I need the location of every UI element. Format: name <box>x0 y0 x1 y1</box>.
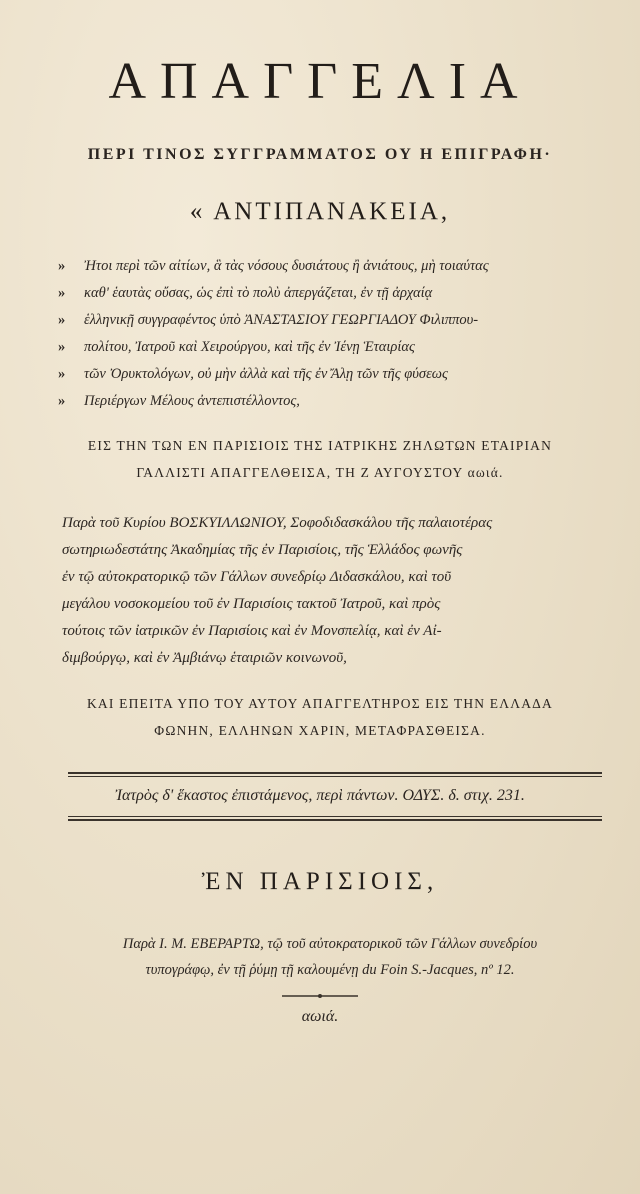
quote-text: τῶν Ὀρυκτολόγων, οὐ μὴν ἀλλὰ καὶ τῆς ἐν Ἄλῃ τῶν τῆς φύσεως <box>84 366 448 382</box>
society-line: ΕΙΣ ΤΗΝ ΤΩΝ ΕΝ ΠΑΡΙΣΙΟΙΣ ΤΗΣ ΙΑΤΡΙΚΗΣ ΖΗΛΩΤΩΝ ΕΤΑΙΡΙΑΝ <box>87 438 553 453</box>
top-thin-rule <box>68 776 602 777</box>
work-title: « ΑΝΤΙΠΑΝΑΚΕΙΑ, <box>189 198 451 225</box>
quote-text: Περιέργων Μέλους ἀντεπιστέλλοντος, <box>84 393 300 409</box>
author-line: σωτηριωδεστάτης Ἀκαδημίας τῆς ἐν Παρισίοις, τῆς Ἑλλάδος φωνῆς <box>62 542 463 558</box>
quote-text: ἑλληνικῇ συγγραφέντος ὑπὸ ἈΝΑΣΤΑΣΙΟΥ ΓΕΩΡΓΙΑΔΟΥ Φιλιππου- <box>84 312 479 328</box>
quote-mark: » <box>58 393 66 409</box>
translation-line: ΚΑΙ ΕΠΕΙΤΑ ΥΠΟ ΤΟΥ ΑΥΤΟΥ ΑΠΑΓΓΕΛΤΗΡΟΣ ΕΙΣ ΤΗΝ ΕΛΛΑΔΑ <box>86 696 554 711</box>
quote-text: πολίτου, Ἰατροῦ καὶ Χειρούργου, καὶ τῆς ἐν Ἰένῃ Ἑταιρίας <box>84 339 415 355</box>
quote-mark: » <box>58 366 66 382</box>
imprint-line: τυπογράφῳ, ἐν τῇ ῥύμῃ τῇ καλουμένῃ du Foin S.-Jacques, nº 12. <box>145 962 515 978</box>
place-of-publication: ἘΝ ΠΑΡΙΣΙΟΙΣ, <box>201 868 439 895</box>
quote-text: καθ' ἑαυτὰς οὔσας, ὡς ἐπὶ τὸ πολὺ ἀπεργάζεται, ἐν τῇ ἀρχαίᾳ <box>84 285 433 301</box>
main-title: ΑΠΑΓΓΕΛΙΑ <box>108 53 532 110</box>
imprint-line: Παρὰ Ι. Μ. ΕΒΕΡΑΡΤΩ, τῷ τοῦ αὐτοκρατορικοῦ τῶν Γάλλων συνεδρίου <box>122 936 538 952</box>
author-line: Παρὰ τοῦ Κυρίου ΒΟΣΚΥΙΛΛΩΝΙΟΥ, Σοφοδιδασκάλου τῆς παλαιοτέρας <box>62 515 493 531</box>
translation-line: ΦΩΝΗΝ, ΕΛΛΗΝΩΝ ΧΑΡΙΝ, ΜΕΤΑΦΡΑΣΘΕΙΣΑ. <box>154 723 486 738</box>
epigraph: Ἰατρὸς δ' ἕκαστος ἐπιστάμενος, περὶ πάντων. ΟΔΥΣ. δ. στιχ. 231. <box>115 787 525 804</box>
quote-mark: » <box>58 339 66 355</box>
quote-line <box>58 393 603 410</box>
author-line: ἐν τῷ αὐτοκρατορικῷ τῶν Γάλλων συνεδρίῳ Διδασκάλου, καὶ τοῦ <box>62 569 452 585</box>
quote-mark: » <box>58 258 66 274</box>
quote-mark: » <box>58 285 66 301</box>
author-line: μεγάλου νοσοκομείου τοῦ ἐν Παρισίοις τακτοῦ Ἰατροῦ, καὶ πρὸς <box>62 596 441 612</box>
subtitle: ΠΕΡΙ ΤΙΝΟΣ ΣΥΓΓΡΑΜΜΑΤΟΣ ΟΥ Η ΕΠΙΓΡΑΦΗ· <box>87 146 553 163</box>
quote-line <box>58 258 603 275</box>
quote-line <box>58 312 603 329</box>
quote-text: Ἠτοι περὶ τῶν αἰτίων, ἃ τὰς νόσους δυσιάτους ἢ ἀνιάτους, μὴ τοιαύτας <box>84 258 489 274</box>
author-line: τούτοις τῶν ἰατρικῶν ἐν Παρισίοις καὶ ἐν Μονσπελίᾳ, καὶ ἐν Αἰ- <box>62 623 442 639</box>
author-line: διμβούργῳ, καὶ ἐν Ἀμβιάνῳ ἑταιριῶν κοινωνοῦ, <box>62 650 347 666</box>
publication-date: αωιά. <box>301 1008 339 1025</box>
quote-mark: » <box>58 312 66 328</box>
bottom-thick-rule <box>68 819 602 821</box>
top-thick-rule <box>68 772 602 774</box>
quote-line <box>58 366 603 383</box>
society-line: ΓΑΛΛΙΣΤΙ ΑΠΑΓΓΕΛΘΕΙΣΑ, ΤΗ Ζ ΑΥΓΟΥΣΤΟΥ αωιά. <box>136 465 504 480</box>
quote-line <box>58 285 603 302</box>
ornament-rule <box>280 991 360 1001</box>
quote-line <box>58 339 603 356</box>
bottom-thin-rule <box>68 816 602 817</box>
